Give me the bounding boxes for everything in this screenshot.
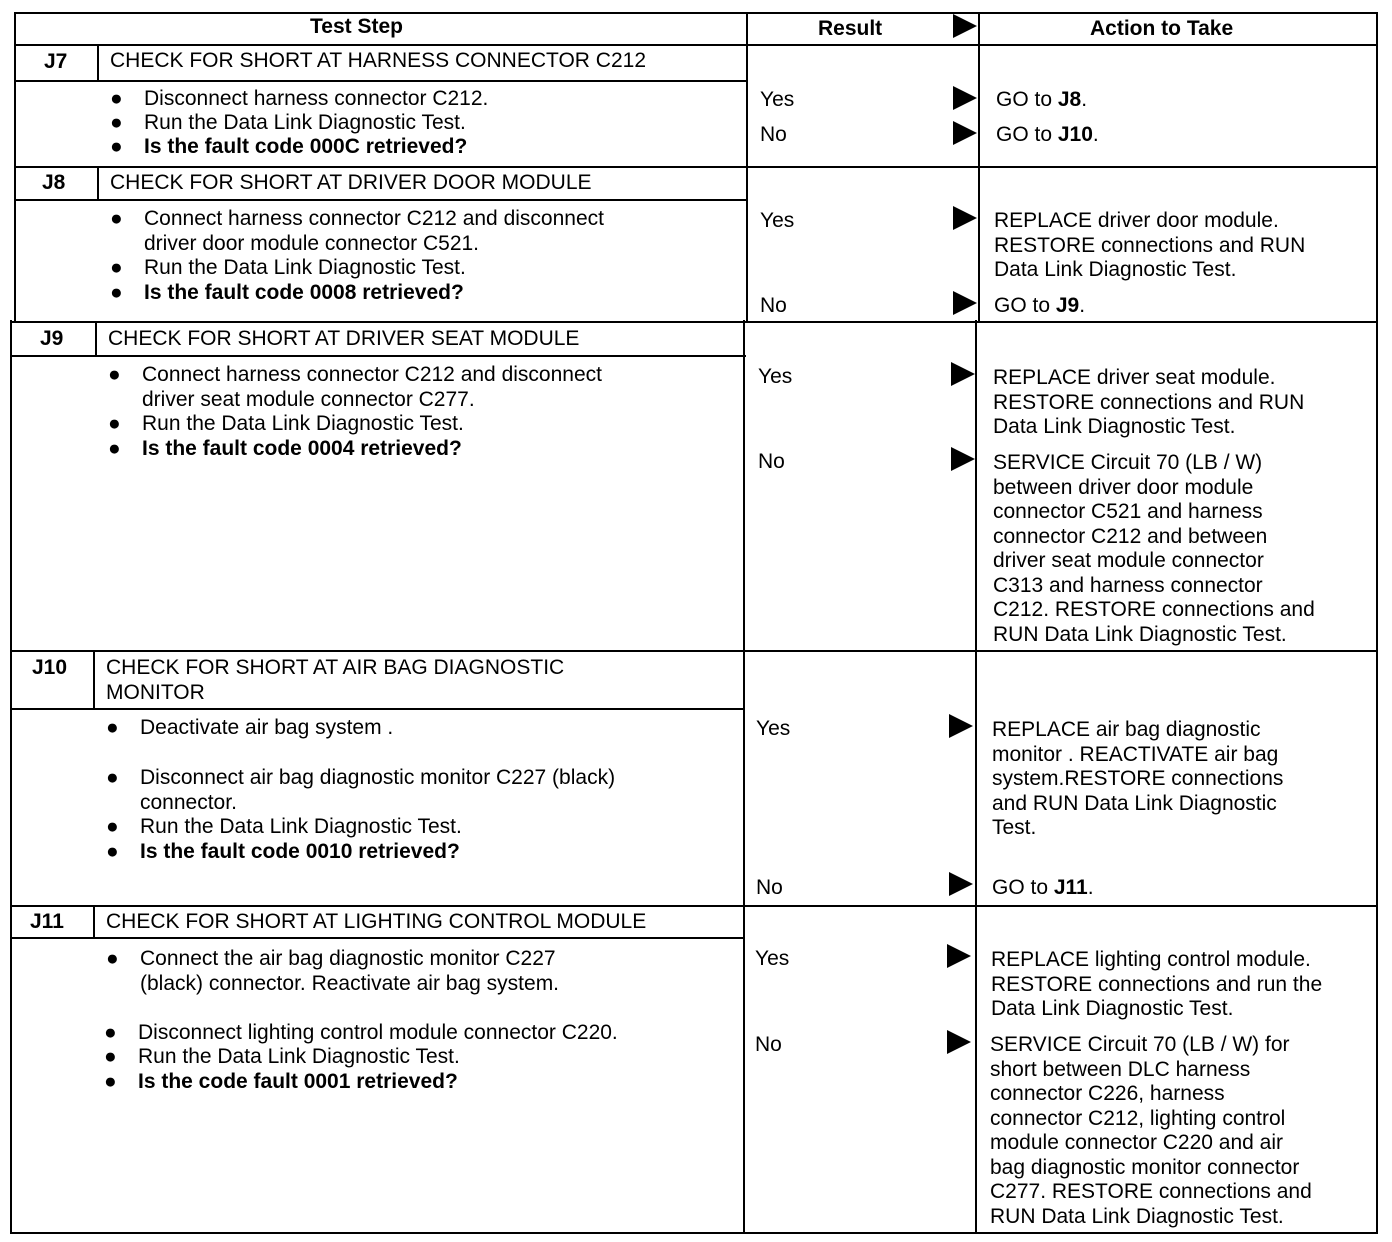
bullet-icon: ●: [106, 840, 119, 863]
bullet-text: Is the code fault 0001 retrieved?: [138, 1070, 458, 1093]
step-id: J11: [30, 910, 64, 933]
action-line: short between DLC harness: [990, 1057, 1251, 1081]
bullet-text: Deactivate air bag system .: [140, 716, 394, 739]
step-title: [110, 171, 592, 196]
action-line: REPLACE driver seat module.: [993, 366, 1276, 389]
action-line: SERVICE Circuit 70 (LB / W): [993, 451, 1263, 474]
result-yes: Yes: [755, 947, 790, 970]
action-line: connector C521 and harness: [993, 500, 1263, 523]
action-text: [993, 366, 1304, 440]
action-line: REPLACE lighting control module.: [991, 948, 1311, 971]
bullet-text: Disconnect air bag diagnostic monitor C227 (black): [140, 766, 616, 789]
bullet-text: Is the fault code 0008 retrieved?: [144, 281, 464, 304]
result-no: No: [758, 450, 785, 473]
bullet-icon: ●: [104, 1021, 117, 1044]
action-line: RESTORE connections and run the: [991, 972, 1323, 996]
bullet-text: driver door module connector C521.: [144, 231, 480, 255]
step-title: [110, 49, 646, 74]
action-text: [990, 1033, 1312, 1229]
bullet-icon: ●: [104, 1070, 117, 1093]
header-test-step: Test Step: [310, 15, 403, 38]
bullet-text: Is the fault code 000C retrieved?: [144, 135, 468, 158]
step-title: [108, 327, 579, 352]
bullet-icon: ●: [106, 947, 119, 970]
bullet-icon: ●: [110, 281, 123, 304]
action-line: RUN Data Link Diagnostic Test.: [993, 622, 1287, 646]
bullet-icon: ●: [110, 256, 123, 279]
action-line: between driver door module: [993, 475, 1254, 499]
step-id: J9: [40, 327, 64, 350]
step-id: J8: [42, 171, 66, 194]
bullet-icon: ●: [108, 363, 121, 386]
action-text: [991, 948, 1322, 1022]
bullet-text: (black) connector. Reactivate air bag system.: [140, 971, 560, 995]
action-text: [993, 451, 1315, 647]
bullet-text: Run the Data Link Diagnostic Test.: [142, 412, 464, 435]
arrow-icon: [953, 206, 977, 230]
action-line: module connector C220 and air: [990, 1131, 1284, 1154]
action-line: RUN Data Link Diagnostic Test.: [990, 1204, 1284, 1228]
action-line: bag diagnostic monitor connector: [990, 1155, 1300, 1179]
step-title-line: CHECK FOR SHORT AT DRIVER SEAT MODULE: [108, 327, 580, 350]
result-yes: Yes: [758, 365, 793, 388]
arrow-icon: [949, 872, 973, 896]
action-line: system.RESTORE connections: [992, 767, 1284, 790]
action-line: SERVICE Circuit 70 (LB / W) for: [990, 1033, 1290, 1056]
action-line: connector C212, lighting control: [990, 1106, 1286, 1130]
step-title-line: CHECK FOR SHORT AT HARNESS CONNECTOR C212: [110, 49, 647, 72]
bullet-icon: ●: [106, 766, 119, 789]
action-line: monitor . REACTIVATE air bag: [992, 742, 1279, 766]
action-line: Data Link Diagnostic Test.: [993, 415, 1236, 438]
bullet-text: Disconnect lighting control module connector C220.: [138, 1021, 618, 1044]
action-line: C313 and harness connector: [993, 573, 1263, 597]
result-no: No: [760, 294, 787, 317]
bullet-text: Is the fault code 0004 retrieved?: [142, 437, 462, 460]
arrow-icon: [947, 944, 971, 968]
bullet-icon: ●: [110, 135, 123, 158]
action-text: GO to J11.: [992, 876, 1094, 899]
arrow-icon: [951, 447, 975, 471]
bullet-icon: ●: [104, 1045, 117, 1068]
result-no: No: [755, 1033, 782, 1056]
bullet-icon: ●: [108, 437, 121, 460]
action-line: and RUN Data Link Diagnostic: [992, 791, 1277, 815]
bullet-text: Run the Data Link Diagnostic Test.: [140, 815, 462, 838]
bullet-text: driver seat module connector C277.: [142, 387, 475, 411]
action-line: REPLACE air bag diagnostic: [992, 718, 1261, 741]
action-line: C277. RESTORE connections and: [990, 1180, 1312, 1203]
bullet-text: Run the Data Link Diagnostic Test.: [144, 111, 466, 134]
result-yes: Yes: [756, 717, 791, 740]
bullet-text: Run the Data Link Diagnostic Test.: [144, 256, 466, 279]
arrow-icon: [951, 362, 975, 386]
header-action: Action to Take: [1090, 17, 1234, 40]
action-line: C212. RESTORE connections and: [993, 598, 1315, 621]
step-title-line: MONITOR: [106, 680, 205, 704]
bullet-icon: ●: [106, 716, 119, 739]
action-text: GO to J10.: [996, 123, 1099, 146]
bullet-text: connector.: [140, 790, 237, 814]
action-line: RESTORE connections and RUN: [993, 390, 1305, 414]
bullet-text: Connect harness connector C212 and disconnect: [142, 363, 602, 386]
action-text: [994, 209, 1305, 283]
bullet-text: Connect the air bag diagnostic monitor C227: [140, 947, 556, 970]
step-title-line: CHECK FOR SHORT AT DRIVER DOOR MODULE: [110, 171, 592, 194]
action-line: Data Link Diagnostic Test.: [991, 997, 1234, 1020]
header-arrow-icon: [953, 14, 977, 38]
action-line: RESTORE connections and RUN: [994, 233, 1306, 257]
result-no: No: [756, 876, 783, 899]
arrow-icon: [953, 121, 977, 145]
bullet-icon: ●: [110, 111, 123, 134]
arrow-icon: [949, 714, 973, 738]
action-line: driver seat module connector: [993, 549, 1264, 572]
bullet-text: Run the Data Link Diagnostic Test.: [138, 1045, 460, 1068]
bullet-icon: ●: [108, 412, 121, 435]
action-line: REPLACE driver door module.: [994, 209, 1279, 232]
step-id: J7: [44, 50, 68, 73]
action-text: GO to J8.: [996, 88, 1088, 111]
result-yes: Yes: [760, 209, 795, 232]
bullet-text: Is the fault code 0010 retrieved?: [140, 840, 460, 863]
arrow-icon: [947, 1030, 971, 1054]
action-text: [992, 718, 1283, 841]
header-result: Result: [818, 17, 883, 40]
step-id: J10: [32, 656, 68, 679]
step-title: [106, 656, 564, 705]
step-title: [106, 910, 646, 935]
result-no: No: [760, 123, 787, 146]
bullet-text: Disconnect harness connector C212.: [144, 87, 489, 110]
result-yes: Yes: [760, 88, 795, 111]
step-title-line: CHECK FOR SHORT AT LIGHTING CONTROL MODULE: [106, 910, 647, 933]
action-text: GO to J9.: [994, 294, 1086, 317]
bullet-text: Connect harness connector C212 and disconnect: [144, 207, 604, 230]
arrow-icon: [953, 86, 977, 110]
arrow-icon: [953, 291, 977, 315]
action-line: Test.: [992, 816, 1037, 839]
step-title-line: CHECK FOR SHORT AT AIR BAG DIAGNOSTIC: [106, 656, 565, 679]
action-line: Data Link Diagnostic Test.: [994, 258, 1237, 281]
bullet-icon: ●: [106, 815, 119, 838]
action-line: connector C212 and between: [993, 524, 1268, 548]
bullet-icon: ●: [110, 87, 123, 110]
bullet-icon: ●: [110, 207, 123, 230]
action-line: connector C226, harness: [990, 1082, 1225, 1105]
